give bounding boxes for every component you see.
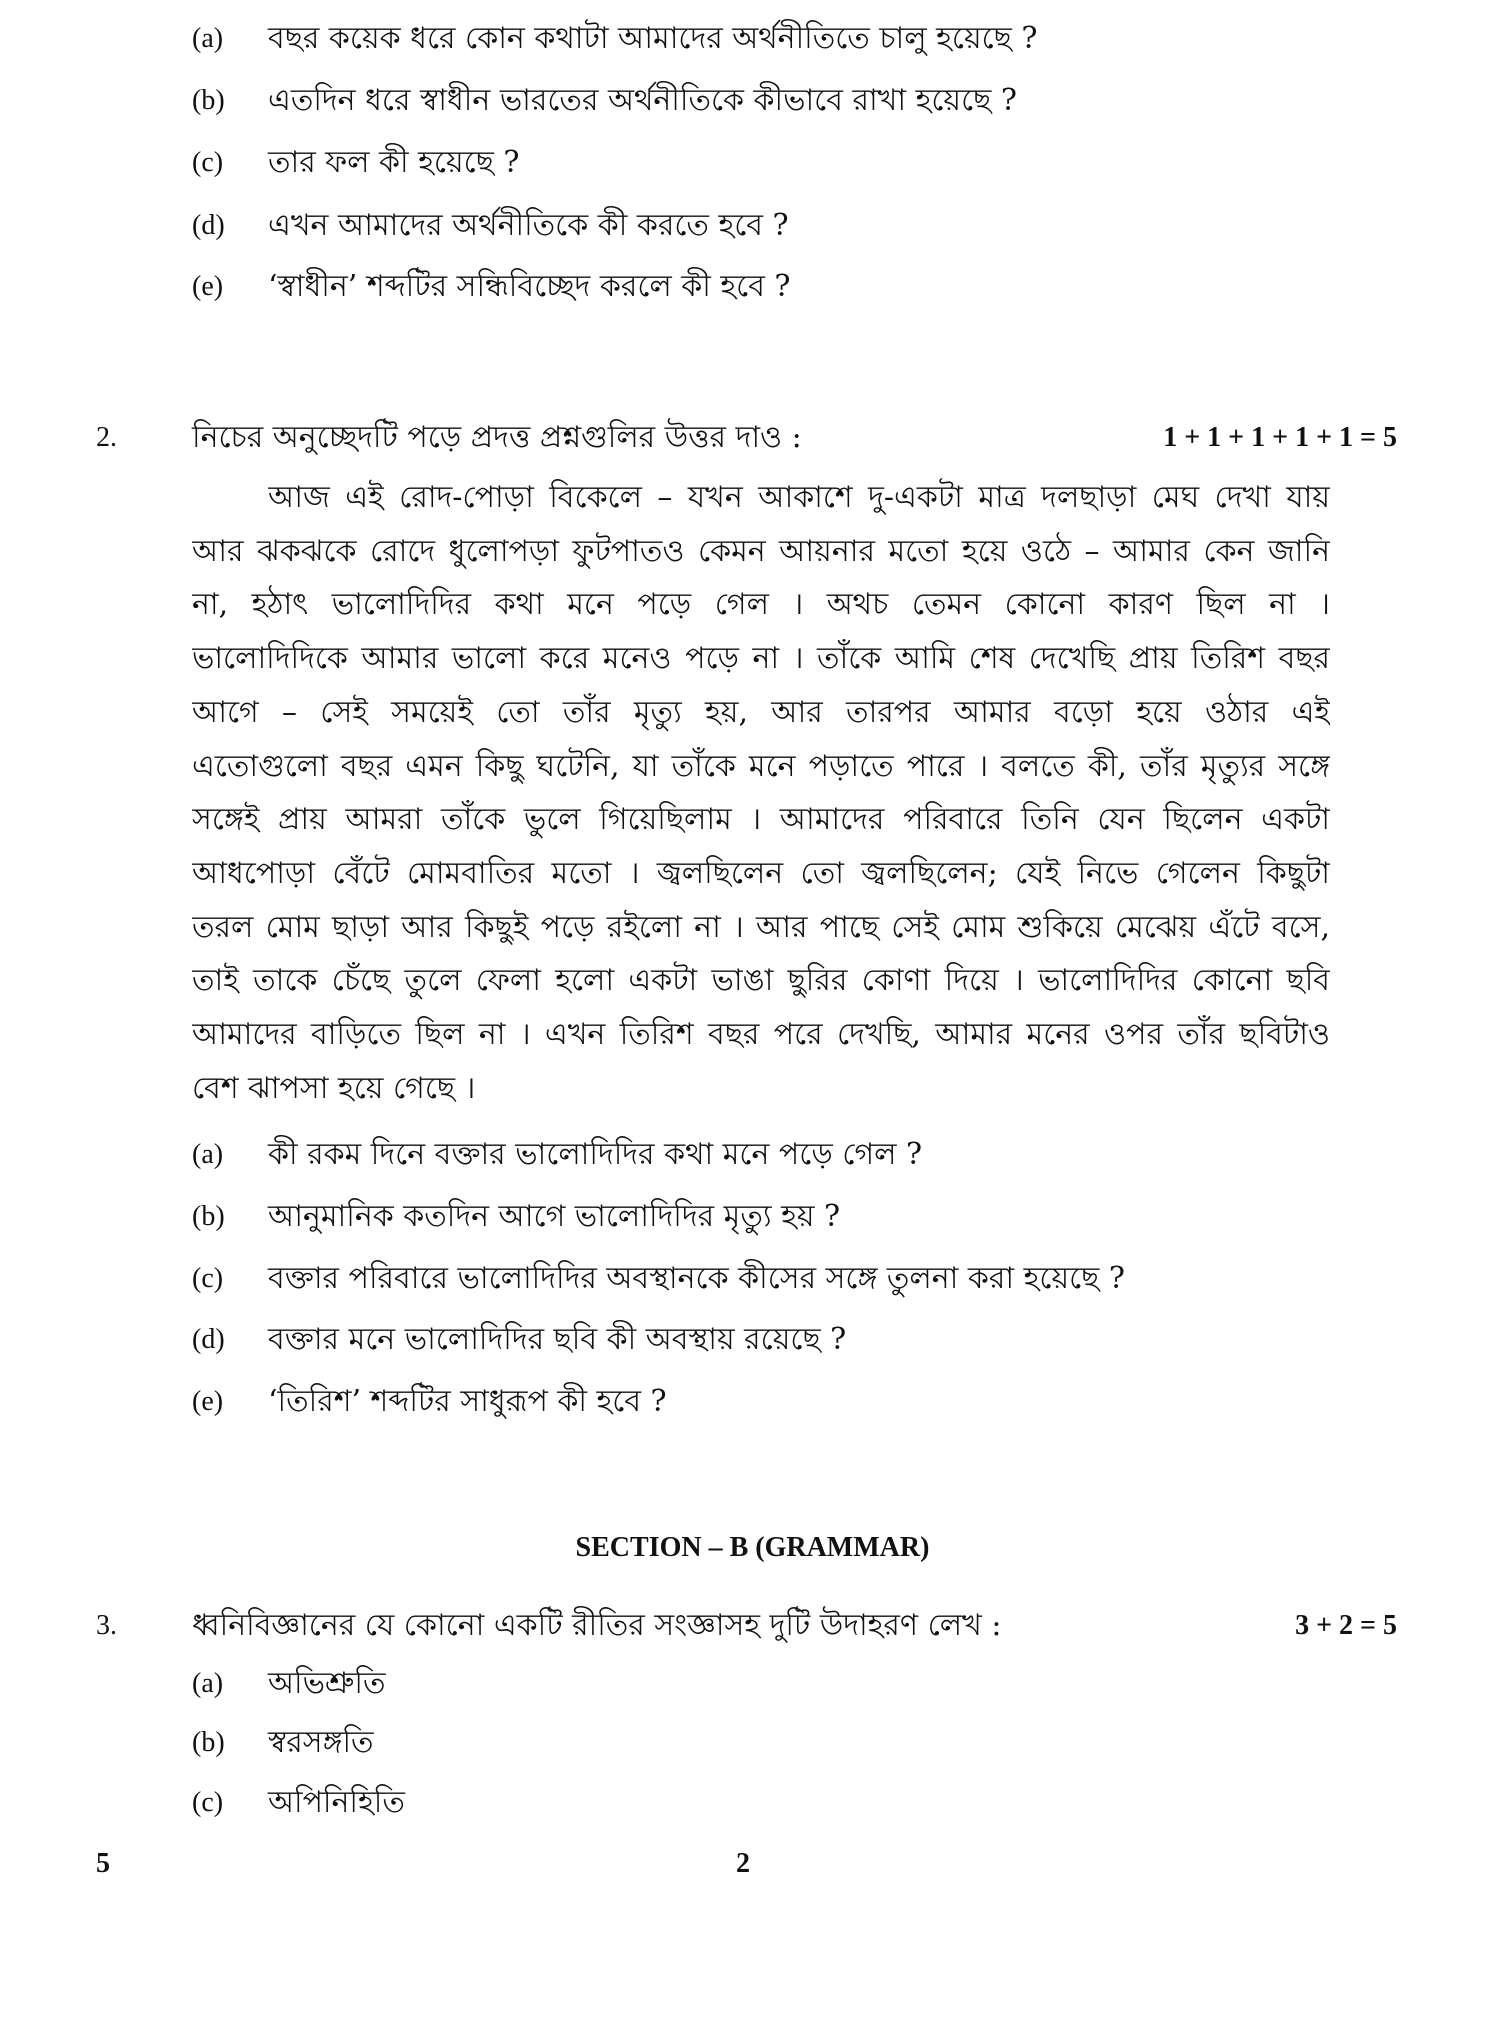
q3-header	[0, 1601, 1505, 1651]
q-text: বছর কয়েক ধরে কোন কথাটা আমাদের অর্থনীতিতে চালু হয়েছে ?	[268, 21, 1038, 56]
q-label: (c)	[192, 1263, 224, 1294]
q-text: অভিশ্রুতি	[268, 1666, 386, 1701]
q-text: এখন আমাদের অর্থনীতিকে কী করতে হবে ?	[268, 208, 789, 243]
passage-line: আগে – সেই সময়েই তো তাঁর মৃত্যু হয়, আর তারপর আমার বড়ো হয়ে ওঠার এই	[192, 694, 1330, 730]
q1-subquestion-d	[0, 201, 1505, 251]
q-label: (c)	[192, 147, 224, 178]
q2-subquestion-e	[0, 1377, 1505, 1427]
question-number: 3.	[96, 1610, 117, 1641]
q-text: বক্তার পরিবারে ভালোদিদির অবস্থানকে কীসের সঙ্গে তুলনা করা হয়েছে ?	[268, 1261, 1125, 1296]
q-label: (a)	[192, 1668, 224, 1699]
q-label: (e)	[192, 1386, 224, 1417]
q2-header	[0, 413, 1505, 463]
passage-line: আমাদের বাড়িতে ছিল না । এখন তিরিশ বছর পরে দেখছি, আমার মনের ওপর তাঁর ছবিটাও	[192, 1017, 1330, 1052]
passage-line: তাই তাকে চেঁছে তুলে ফেলা হলো একটা ভাঙা ছুরির কোণা দিয়ে । ভালোদিদির কোনো ছবি	[192, 963, 1330, 999]
q1-subquestion-b	[0, 76, 1505, 126]
q-label: (d)	[192, 1324, 225, 1355]
q1-subquestion-c	[0, 138, 1505, 188]
passage-line: বেশ ঝাপসা হয়ে গেছে ।	[192, 1070, 476, 1106]
q2-subquestion-b	[0, 1192, 1505, 1242]
q-label: (b)	[192, 1727, 225, 1758]
q-text: ‘স্বাধীন’ শব্দটির সন্ধিবিচ্ছেদ করলে কী হবে ?	[268, 269, 791, 304]
section-heading: SECTION – B (GRAMMAR)	[575, 1532, 930, 1563]
q2-subquestion-a	[0, 1130, 1505, 1180]
passage-line: ভালোদিদিকে আমার ভালো করে মনেও পড়ে না । তাঁকে আমি শেষ দেখেছি প্রায় তিরিশ বছর	[192, 641, 1330, 677]
passage-line: তরল মোম ছাড়া আর কিছুই পড়ে রইলো না । আর পাছে সেই মোম শুকিয়ে মেঝেয় এঁটে বসে,	[192, 909, 1330, 945]
q-label: (d)	[192, 210, 225, 241]
footer-code: 5	[96, 1848, 110, 1879]
q3-option-b	[0, 1718, 1505, 1768]
page-number: 2	[736, 1848, 750, 1879]
q-text: কী রকম দিনে বক্তার ভালোদিদির কথা মনে পড়ে গেল ?	[268, 1137, 923, 1172]
passage-line: আধপোড়া বেঁটে মোমবাতির মতো । জ্বলছিলেন তো জ্বলছিলেন; যেই নিভে গেলেন কিছুটা	[192, 855, 1330, 891]
q3-option-a	[0, 1659, 1505, 1709]
passage-line: আজ এই রোদ-পোড়া বিকেলে – যখন আকাশে দু-একটা মাত্র দলছাড়া মেঘ দেখা যায়	[268, 480, 1330, 515]
passage-line: সঙ্গেই প্রায় আমরা তাঁকে ভুলে গিয়েছিলাম । আমাদের পরিবারে তিনি যেন ছিলেন একটা	[192, 802, 1330, 838]
q-text: ‘তিরিশ’ শব্দটির সাধুরূপ কী হবে ?	[268, 1384, 667, 1419]
passage-line: না, হঠাৎ ভালোদিদির কথা মনে পড়ে গেল । অথচ তেমন কোনো কারণ ছিল না ।	[192, 587, 1330, 623]
q-text: এতদিন ধরে স্বাধীন ভারতের অর্থনীতিকে কীভাবে রাখা হয়েছে ?	[268, 83, 1017, 118]
q1-subquestion-a	[0, 14, 1505, 64]
q1-subquestion-e	[0, 262, 1505, 312]
q-text: অপিনিহিতি	[268, 1785, 405, 1820]
q-text: তার ফল কী হয়েছে ?	[268, 145, 520, 180]
q-label: (b)	[192, 85, 225, 116]
marks: 1 + 1 + 1 + 1 + 1 = 5	[1163, 422, 1397, 453]
q-label: (e)	[192, 271, 224, 302]
question-prompt: নিচের অনুচ্ছেদটি পড়ে প্রদত্ত প্রশ্নগুলির উত্তর দাও :	[192, 420, 802, 455]
passage-line: এতোগুলো বছর এমন কিছু ঘটেনি, যা তাঁকে মনে পড়াতে পারে । বলতে কী, তাঁর মৃত্যুর সঙ্গে	[192, 748, 1330, 784]
q2-subquestion-c	[0, 1254, 1505, 1304]
q2-subquestion-d	[0, 1315, 1505, 1365]
question-number: 2.	[96, 422, 117, 453]
q-label: (c)	[192, 1787, 224, 1818]
q-label: (a)	[192, 1139, 224, 1170]
passage-line: আর ঝকঝকে রোদে ধুলোপড়া ফুটপাতও কেমন আয়নার মতো হয়ে ওঠে – আমার কেন জানি	[192, 533, 1330, 569]
q-text: স্বরসঙ্গতি	[268, 1725, 374, 1760]
q3-option-c	[0, 1778, 1505, 1828]
question-prompt: ধ্বনিবিজ্ঞানের যে কোনো একটি রীতির সংজ্ঞাসহ দুটি উদাহরণ লেখ :	[192, 1608, 1002, 1643]
marks: 3 + 2 = 5	[1295, 1610, 1397, 1641]
q-text: আনুমানিক কতদিন আগে ভালোদিদির মৃত্যু হয় ?	[268, 1199, 841, 1234]
q-label: (b)	[192, 1201, 225, 1232]
q-text: বক্তার মনে ভালোদিদির ছবি কী অবস্থায় রয়েছে ?	[268, 1322, 847, 1357]
q-label: (a)	[192, 23, 224, 54]
